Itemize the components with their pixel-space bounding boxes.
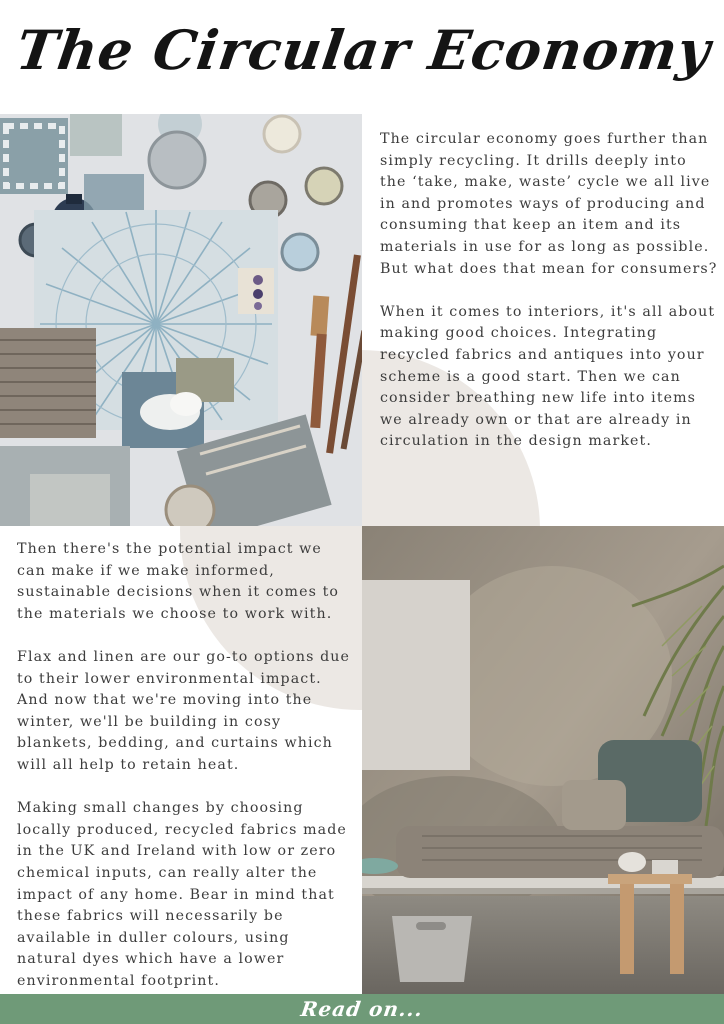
page-title: The Circular Economy xyxy=(12,18,715,82)
interior-room-image xyxy=(362,526,724,994)
textile-flatlay-image xyxy=(0,114,362,526)
body-paragraph-1: Then there's the potential impact we can make if we make informed, sustainable decisions when it comes to the materials we choose to work with. xyxy=(17,541,340,622)
body-paragraph-3: Making small changes by choosing locally produced, recycled fabrics made in the UK and Ireland with low or zero chemical inputs, can really alter the impact of any home. Bear in mind that these fabrics will necessarily be available in duller colours, using natural dyes which have a lower environmental footprint. xyxy=(17,800,347,989)
intro-text xyxy=(380,129,718,453)
read-on-link[interactable]: Read on... xyxy=(299,997,425,1021)
footer-bar xyxy=(0,994,724,1024)
intro-paragraph-2: When it comes to interiors, it's all about making good choices. Integrating recycled fabrics and antiques into your scheme is a good start. Then we can consider breathing new life into items we already own or that are already in circulation in the design market. xyxy=(380,303,716,450)
intro-paragraph-1: The circular economy goes further than simply recycling. It drills deeply into the ‘take, make, waste’ cycle we all live in and promotes ways of producing and consuming that keep an item and its materials in use for as long as possible. But what does that mean for consumers? xyxy=(380,131,718,277)
body-text xyxy=(17,539,355,992)
body-paragraph-2: Flax and linen are our go-to options due to their lower environmental impact. And now that we're moving into the winter, we'll be building in cosy blankets, bedding, and curtains which will all help to retain heat. xyxy=(17,648,351,773)
